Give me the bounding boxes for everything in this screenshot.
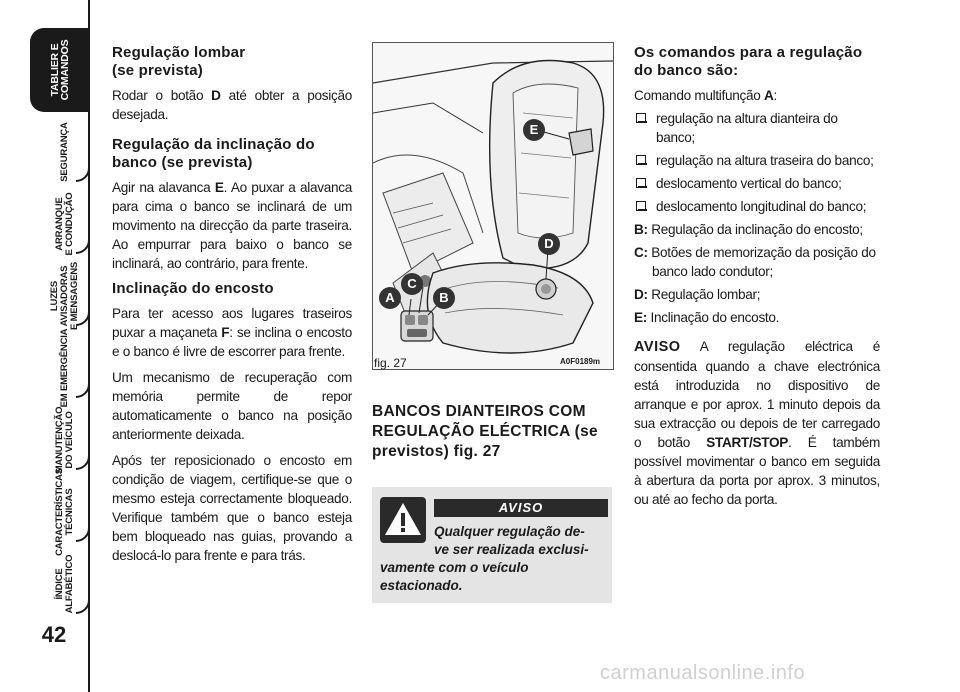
definition-d: D: Regulação lombar; <box>634 287 761 302</box>
list-item: regulação na altura dianteira do banco; <box>634 109 880 147</box>
callout-a: A <box>379 287 401 309</box>
definition-c: C: Botões de memorização da posição do banco lado condutor; <box>634 245 876 279</box>
tab-label: ARRANQUE E CONDUÇÃO <box>54 192 75 256</box>
paragraph-lombar: Rodar o botão D até obter a posição desejada. <box>112 88 353 122</box>
list-item: regulação na altura traseira do banco; <box>634 151 880 170</box>
tab-label: TABLIER E COMANDOS <box>49 39 71 101</box>
warning-box <box>372 487 612 603</box>
tab-label: SEGURANÇA <box>59 122 70 182</box>
callout-d: D <box>538 233 560 255</box>
tab-label: LUZES AVISADORAS E MENSAGENS <box>49 261 80 331</box>
seat-figure <box>372 42 614 370</box>
checkbox-bullet-icon <box>636 178 646 188</box>
definition-b: B: Regulação da inclinação do encosto; <box>634 222 863 237</box>
chapter-tab-rail <box>0 0 100 692</box>
paragraph-encosto-3: Após ter reposicionado o encosto em condição de viagem, certifique-se que o mesmo esteja correctamente bloqueado. Verifique também que o banco esteja bem bloqueado nas guias, provando a deslocá-lo para frente e para trás. <box>112 453 352 563</box>
tab-tablier-e-comandos[interactable] <box>30 28 90 112</box>
heading-regulacao-lombar: Regulação lombar (se prevista) <box>112 44 246 79</box>
heading-inclinacao-banco: Regulação da inclinação do banco (se prevista) <box>112 136 315 171</box>
callout-c: C <box>401 273 423 295</box>
list-item: deslocamento longitudinal do banco; <box>634 197 880 216</box>
paragraph-encosto-2: Um mecanismo de recuperação com memória permite de repor automaticamente o banco na posição anteriormente deixada. <box>112 370 352 442</box>
paragraph-inclinacao: Agir na alavanca E. Ao puxar a alavanca para cima o banco se inclinará de um movimento na direcção da parte traseira. Ao empurrar para baixo o banco se inclinará, ao contrário, para frente. <box>112 180 352 271</box>
tab-label: CARACTERÍSTICAS TÉCNICAS <box>54 468 75 556</box>
seat-illustration <box>373 43 614 370</box>
tab-label: MANUTENÇÃO DO VEÍCULO <box>54 406 75 474</box>
warning-text: Qualquer regulação de- ve ser realizada exclusi- vamente com o veículo estacionado. <box>380 524 589 593</box>
figure-code: A0F0189m <box>560 357 601 366</box>
heading-inclinacao-encosto: Inclinação do encosto <box>112 280 274 297</box>
heading-comandos: Os comandos para a regulação do banco são: <box>634 44 863 79</box>
column-left <box>112 44 352 572</box>
definition-e: E: Inclinação do encosto. <box>634 310 780 325</box>
paragraph-comando-multifuncao: Comando multifunção A: <box>634 88 778 103</box>
list-item: deslocamento vertical do banco; <box>634 174 880 193</box>
figure-caption: fig. 27 <box>374 356 407 370</box>
section-title: BANCOS DIANTEIROS COM REGULAÇÃO ELÉCTRICA (se previstos) fig. 27 <box>372 403 598 460</box>
tab-label: EM EMERGÊNCIA <box>59 328 70 408</box>
tab-label: ÍNDICE ALFABÉTICO <box>54 554 75 614</box>
paragraph-encosto-1: Para ter acesso aos lugares traseiros puxar a maçaneta F: se inclina o encosto e o banco é livre de escorrer para frente. <box>112 306 352 359</box>
checkbox-bullet-icon <box>636 113 646 123</box>
watermark: carmanualsonline.info <box>600 662 806 684</box>
column-right <box>634 44 880 516</box>
page-number: 42 <box>41 622 67 647</box>
warning-title: AVISO <box>434 499 608 517</box>
checkbox-bullet-icon <box>636 201 646 211</box>
callout-b: B <box>433 287 455 309</box>
paragraph-aviso: AVISO A regulação eléctrica é consentida quando a chave electrónica está introduzida no dispositivo de arranque e por aprox. 1 minuto depois da sua extracção ou depois de ter carregado o botão START/STOP. É também possível movimentar o banco em seguida à abertura da porta por aprox. 3 minutos, ou até ao fecho da porta. <box>634 339 880 507</box>
checkbox-bullet-icon <box>636 155 646 165</box>
comando-a-list <box>634 109 880 216</box>
callout-e: E <box>523 119 545 141</box>
